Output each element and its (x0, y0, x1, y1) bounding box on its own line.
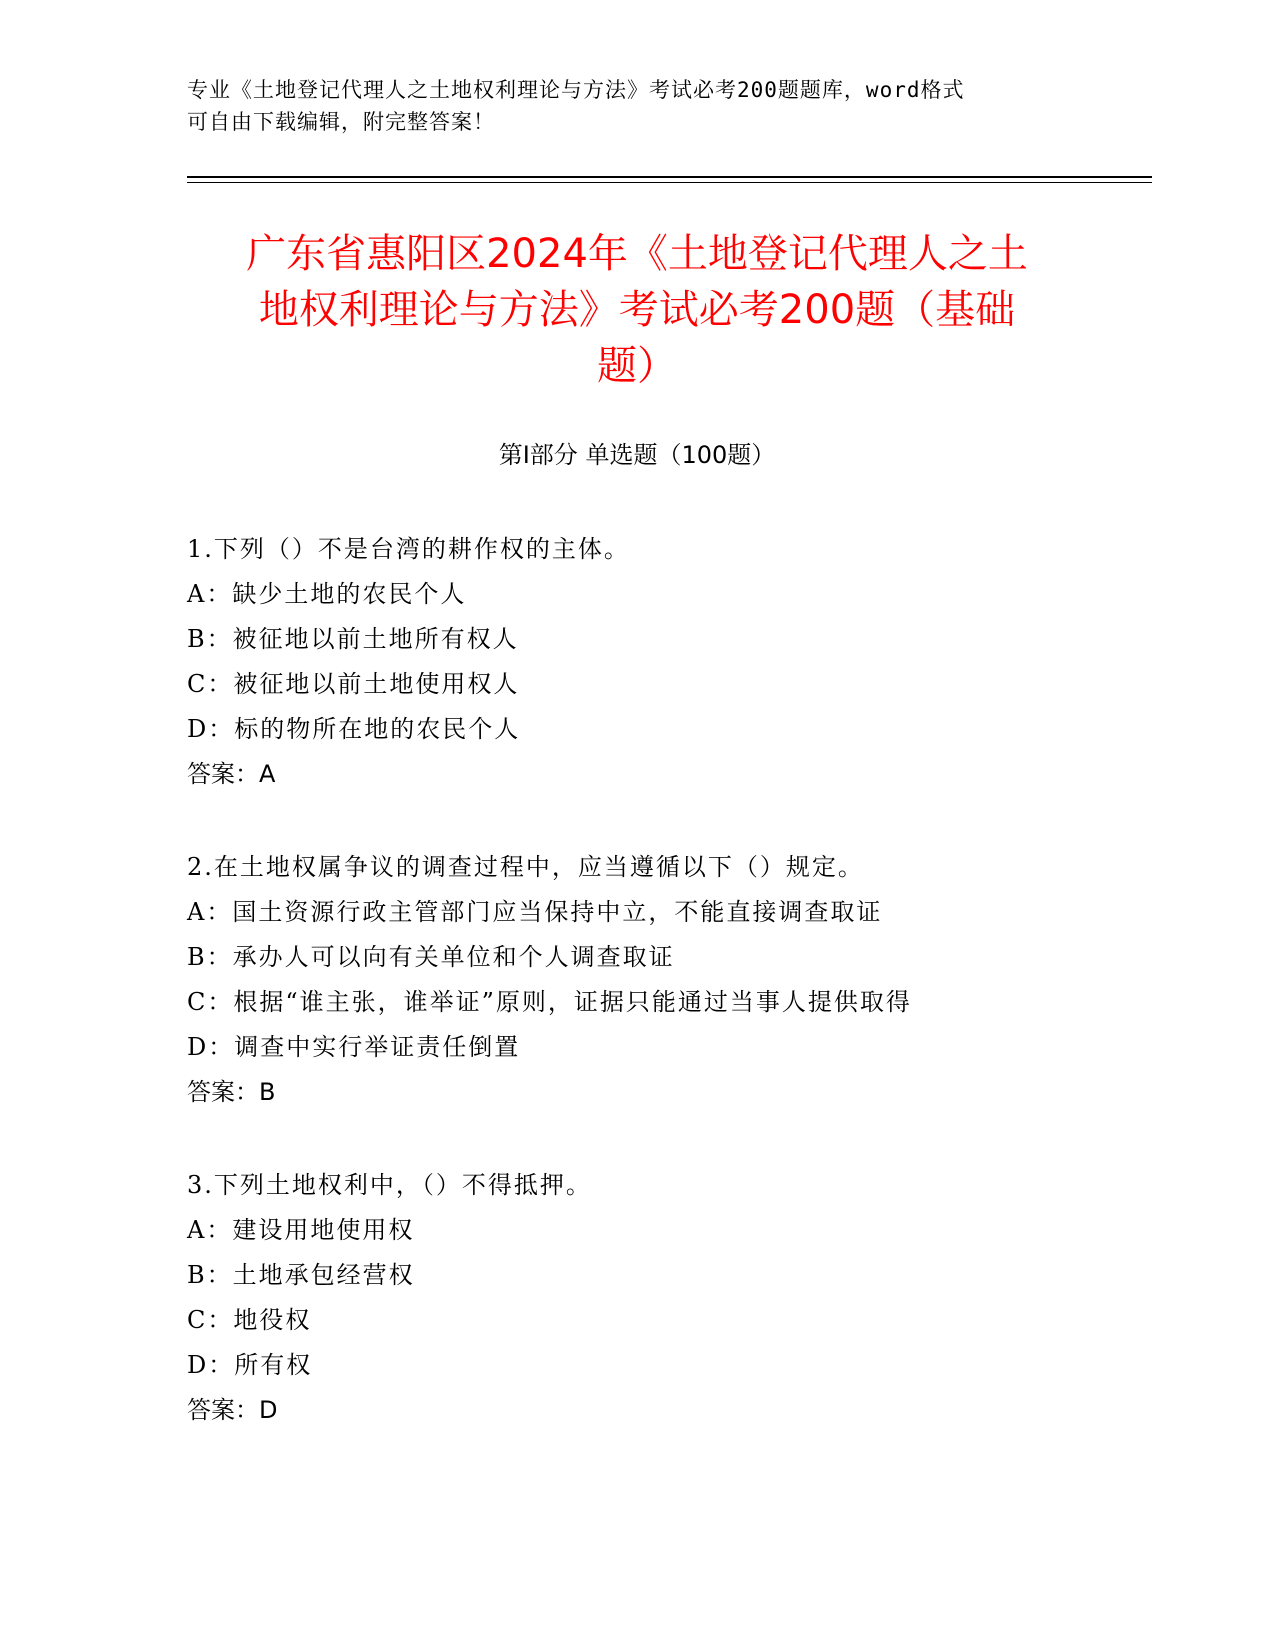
header-note-line-2: 可自由下载编辑，附完整答案！ (187, 110, 495, 134)
section-heading: 第Ⅰ部分 单选题（100题） (498, 441, 776, 469)
question-answer: 答案：A (187, 760, 276, 788)
question-option-d: D：标的物所在地的农民个人 (187, 715, 521, 743)
header-divider-thin (187, 182, 1152, 183)
question-stem: 3.下列土地权利中，（）不得抵押。 (187, 1171, 592, 1199)
header-divider-thick (187, 176, 1152, 178)
question-list (187, 527, 1147, 1481)
question-option-c: C：根据“谁主张，谁举证”原则，证据只能通过当事人提供取得 (187, 988, 912, 1016)
document-title-line-3: 题） (597, 343, 677, 389)
question-answer: 答案：B (187, 1078, 276, 1106)
question-option-d: D：所有权 (187, 1351, 313, 1379)
question-option-a: A：建设用地使用权 (187, 1216, 415, 1244)
question-option-c: C：被征地以前土地使用权人 (187, 670, 520, 698)
question-option-b: B：承办人可以向有关单位和个人调查取证 (187, 943, 675, 971)
question-answer: 答案：D (187, 1396, 278, 1424)
document-title-line-1: 广东省惠阳区2024年《土地登记代理人之土 (246, 231, 1028, 277)
question-option-a: A：缺少土地的农民个人 (187, 580, 467, 608)
question-item (187, 845, 1147, 1115)
question-item (187, 527, 1147, 797)
question-option-b: B：被征地以前土地所有权人 (187, 625, 519, 653)
question-stem: 2.在土地权属争议的调查过程中，应当遵循以下（）规定。 (187, 853, 864, 881)
question-option-a: A：国土资源行政主管部门应当保持中立，不能直接调查取证 (187, 898, 883, 926)
question-option-c: C：地役权 (187, 1306, 312, 1334)
document-header-note (187, 74, 1077, 138)
question-stem: 1.下列（）不是台湾的耕作权的主体。 (187, 535, 630, 563)
question-item (187, 1163, 1147, 1433)
header-note-line-1: 专业《土地登记代理人之土地权利理论与方法》考试必考200题题库，word格式 (187, 78, 965, 102)
question-option-b: B：土地承包经营权 (187, 1261, 415, 1289)
document-title-line-2: 地权利理论与方法》考试必考200题（基础 (258, 287, 1016, 333)
document-title (187, 226, 1087, 394)
question-option-d: D：调查中实行举证责任倒置 (187, 1033, 521, 1061)
